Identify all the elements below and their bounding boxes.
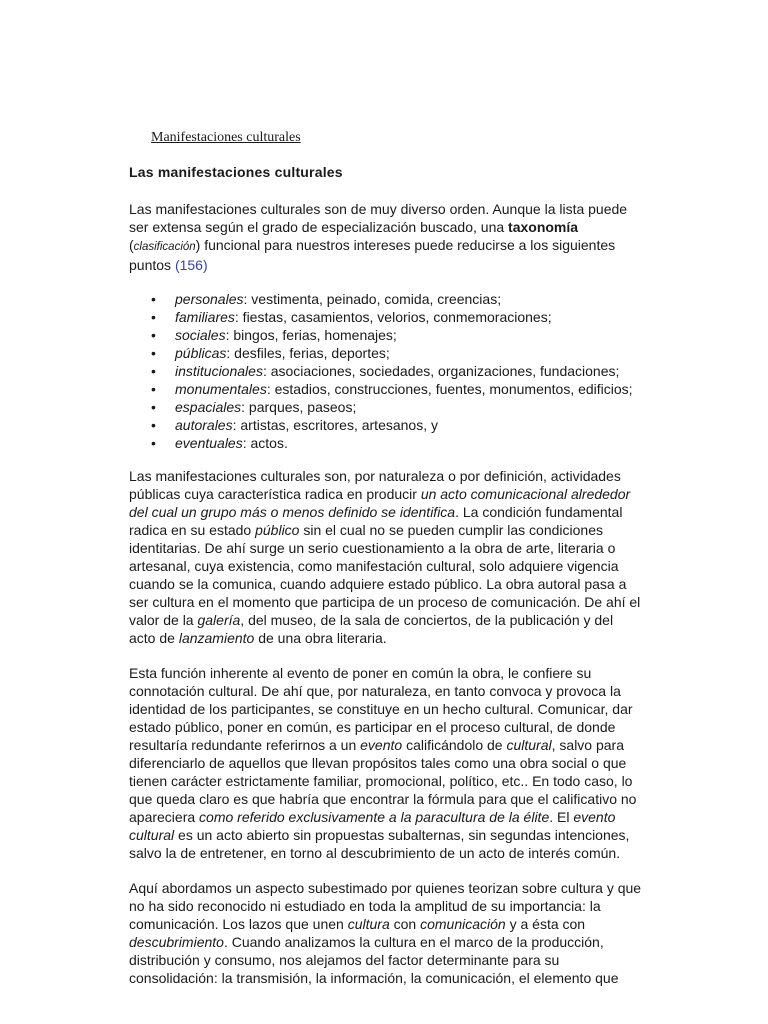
- text-line: cuando se la comunica, cuando adquiere estado público. La obra autoral pasa a: [129, 576, 627, 592]
- bullet-icon: •: [151, 381, 156, 397]
- text-line: públicas cuya característica radica en producir un acto comunicacional alrededor: [129, 486, 631, 502]
- bullet-icon: •: [151, 363, 156, 379]
- text-line: del cual un grupo más o menos definido se identifica. La condición fundamental: [129, 504, 623, 520]
- text-line: ser extensa según el grado de especialización buscado, una taxonomía: [129, 219, 579, 235]
- text-line: salvo la de entretener, en torno al descubrimiento de un acto de interés común.: [129, 845, 621, 861]
- document-header: Manifestaciones culturales: [151, 130, 301, 145]
- bullet-icon: •: [151, 435, 156, 451]
- list-item: • eventuales: actos.: [151, 435, 288, 451]
- text-line: puntos (156): [129, 257, 208, 273]
- bullet-icon: •: [151, 399, 156, 415]
- list-item: • autorales: artistas, escritores, artesanos, y: [151, 417, 438, 433]
- bullet-icon: •: [151, 327, 156, 343]
- paragraph-communication: [129, 879, 699, 987]
- text-line: acto de lanzamiento de una obra literaria.: [129, 630, 387, 646]
- manifestations-list: [129, 290, 699, 452]
- paragraph-definition: [129, 467, 699, 647]
- text-line: estado público, poner en común, es participar en el proceso cultural, de donde: [129, 719, 616, 735]
- text-line: connotación cultural. De ahí que, por naturaleza, en tanto convoca y provoca la: [129, 683, 621, 699]
- section-title: Las manifestaciones culturales: [129, 164, 343, 180]
- text-line: Las manifestaciones culturales son de muy diverso orden. Aunque la lista puede: [129, 201, 628, 217]
- list-item: • institucionales: asociaciones, sociedades, organizaciones, fundaciones;: [151, 363, 620, 379]
- text-line: tienen carácter estrictamente familiar, promocional, político, etc.. En todo caso, lo: [129, 773, 633, 789]
- list-item: • espaciales: parques, paseos;: [151, 399, 357, 415]
- text-line: diferenciarlo de aquellos que llevan propósitos tales como una obra social o que: [129, 755, 627, 771]
- bullet-icon: •: [151, 345, 156, 361]
- bullet-icon: •: [151, 417, 156, 433]
- paragraph-function: [129, 664, 699, 862]
- text-line: Las manifestaciones culturales son, por naturaleza o por definición, actividades: [129, 468, 621, 484]
- list-item: • públicas: desfiles, ferias, deportes;: [151, 345, 390, 361]
- text-line: Esta función inherente al evento de poner en común la obra, le confiere su: [129, 665, 592, 681]
- text-line: no ha sido reconocido ni estudiado en toda la amplitud de su importancia: la: [129, 898, 601, 914]
- text-line: radica en su estado público sin el cual no se pueden cumplir las condiciones: [129, 522, 603, 538]
- text-line: distribución y consumo, nos alejamos del factor determinante para su: [129, 952, 560, 968]
- paragraph-intro: [129, 200, 699, 274]
- text-line: descubrimiento. Cuando analizamos la cultura en el marco de la producción,: [129, 934, 604, 950]
- text-line: resultaría redundante referirnos a un evento calificándolo de cultural, salvo para: [129, 737, 624, 753]
- bullet-icon: •: [151, 309, 156, 325]
- text-line: (clasificación) funcional para nuestros intereses puede reducirse a los siguientes: [129, 237, 616, 253]
- text-line: valor de la galería, del museo, de la sala de conciertos, de la publicación y del: [129, 612, 614, 628]
- text-line: cultural es un acto abierto sin propuestas subalternas, sin segundas intenciones,: [129, 827, 630, 843]
- text-line: consolidación: la transmisión, la información, la comunicación, el elemento que: [129, 970, 619, 986]
- text-line: comunicación. Los lazos que unen cultura con comunicación y a ésta con: [129, 916, 586, 932]
- text-line: que queda claro es que habría que encontrar la fórmula para que el calificativo no: [129, 791, 637, 807]
- italic-term: clasificación: [133, 241, 196, 253]
- text-line: identidad de los participantes, se constituye en un hecho cultural. Comunicar, dar: [129, 701, 633, 717]
- text-line: apareciera como referido exclusivamente a la paracultura de la élite. El evento: [129, 809, 616, 825]
- reference-link[interactable]: (156): [174, 257, 208, 273]
- bold-term: taxonomía: [508, 219, 579, 235]
- text-line: Aquí abordamos un aspecto subestimado por quienes teorizan sobre cultura y que: [129, 880, 642, 896]
- text-line: artesanal, cuya existencia, como manifestación cultural, solo adquiere vigencia: [129, 558, 619, 574]
- text-line: ser cultura en el momento que participa de un proceso de comunicación. De ahí el: [129, 594, 641, 610]
- text-line: identitarias. De ahí surge un serio cuestionamiento a la obra de arte, literaria o: [129, 540, 616, 556]
- list-item: • personales: vestimenta, peinado, comida, creencias;: [151, 291, 502, 307]
- list-item: • familiares: fiestas, casamientos, velorios, conmemoraciones;: [151, 309, 552, 325]
- list-item: • sociales: bingos, ferias, homenajes;: [151, 327, 397, 343]
- bullet-icon: •: [151, 291, 156, 307]
- list-item: • monumentales: estadios, construcciones, fuentes, monumentos, edificios;: [151, 381, 633, 397]
